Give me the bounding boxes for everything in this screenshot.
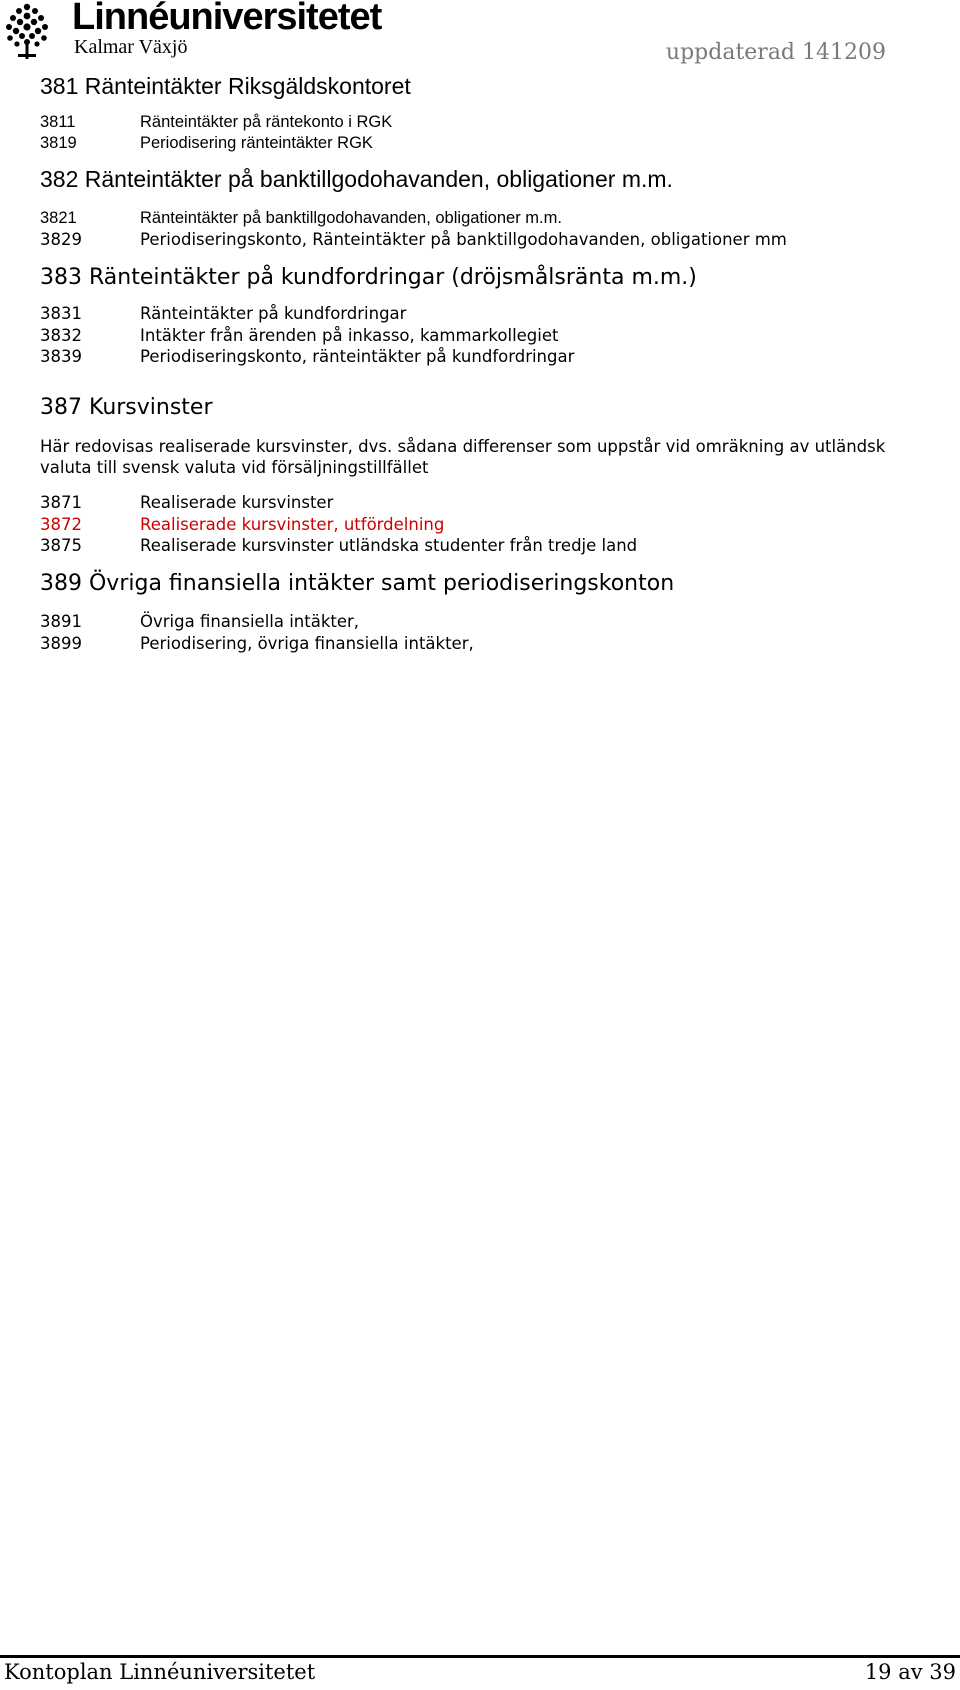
section-title-382: 382 Ränteintäkter på banktillgodohavanden, obligationer m.m. bbox=[40, 166, 673, 192]
account-label: Ränteintäkter på kundfordringar bbox=[140, 304, 407, 323]
logo-name: Linnéuniversitetet bbox=[72, 0, 382, 38]
account-code: 3832 bbox=[40, 326, 82, 345]
updated-date: uppdaterad 141209 bbox=[665, 40, 886, 65]
account-code: 3811 bbox=[40, 113, 76, 131]
account-code: 3871 bbox=[40, 493, 82, 512]
account-label: Ränteintäkter på räntekonto i RGK bbox=[140, 113, 393, 131]
footer-title: Kontoplan Linnéuniversitetet bbox=[4, 1660, 316, 1684]
section-title-387: 387 Kursvinster bbox=[40, 395, 213, 420]
logo-subtitle: Kalmar Växjö bbox=[74, 36, 188, 58]
account-label: Övriga finansiella intäkter, bbox=[140, 612, 360, 631]
section-description: Här redovisas realiserade kursvinster, dvs. sådana differenser som uppstår vid omräkning av utländsk valuta till svensk valuta vid försäljningstillfället bbox=[40, 437, 886, 477]
account-code: 3829 bbox=[40, 230, 82, 249]
account-label: Realiserade kursvinster, utfördelning bbox=[140, 515, 445, 534]
section-title-389: 389 Övriga finansiella intäkter samt periodiseringskonton bbox=[40, 571, 675, 596]
footer-divider bbox=[0, 1655, 960, 1658]
account-code: 3839 bbox=[40, 347, 82, 366]
account-code: 3831 bbox=[40, 304, 82, 323]
account-label: Periodisering, övriga finansiella intäkter, bbox=[140, 634, 474, 653]
account-code: 3872 bbox=[40, 515, 82, 534]
page-number: 19 av 39 bbox=[864, 1660, 956, 1684]
university-logo-icon bbox=[4, 2, 50, 60]
account-label: Periodiseringskonto, ränteintäkter på kundfordringar bbox=[140, 347, 575, 366]
section-title-381: 381 Ränteintäkter Riksgäldskontoret bbox=[40, 73, 411, 99]
account-label: Realiserade kursvinster utländska studenter från tredje land bbox=[140, 536, 638, 555]
section-title-383: 383 Ränteintäkter på kundfordringar (dröjsmålsränta m.m.) bbox=[40, 265, 697, 290]
account-code: 3891 bbox=[40, 612, 82, 631]
account-label: Intäkter från ärenden på inkasso, kammarkollegiet bbox=[140, 326, 559, 345]
account-code: 3821 bbox=[40, 209, 77, 227]
account-label: Periodisering ränteintäkter RGK bbox=[140, 134, 373, 152]
account-code: 3899 bbox=[40, 634, 82, 653]
account-label: Realiserade kursvinster bbox=[140, 493, 334, 512]
account-label: Periodiseringskonto, Ränteintäkter på banktillgodohavanden, obligationer mm bbox=[140, 230, 787, 249]
page-header bbox=[0, 0, 960, 70]
account-label: Ränteintäkter på banktillgodohavanden, obligationer m.m. bbox=[140, 209, 562, 227]
account-code: 3875 bbox=[40, 536, 82, 555]
account-code: 3819 bbox=[40, 134, 77, 152]
